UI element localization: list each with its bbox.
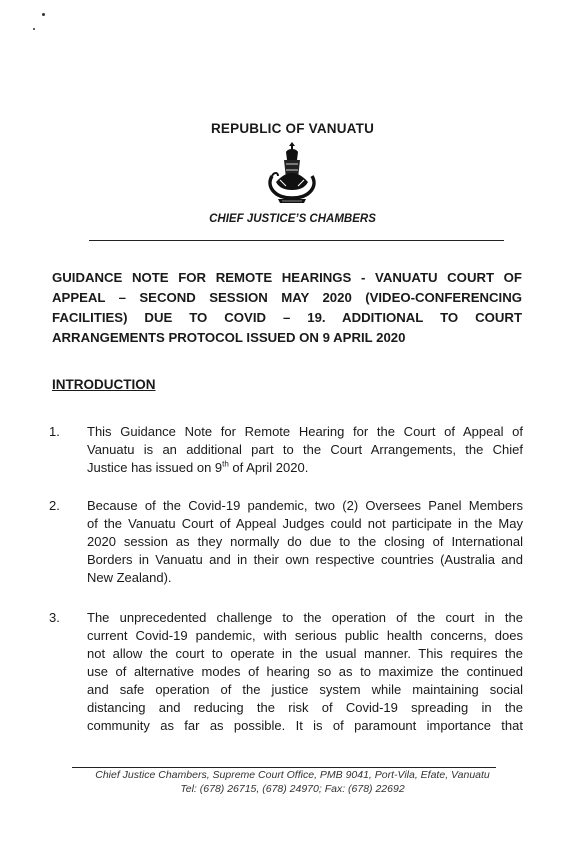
paragraph-line: use of alternative modes of hearing so as to maximize the continued: [87, 664, 523, 679]
title-line: APPEAL – SECOND SESSION MAY 2020 (VIDEO-CONFERENCING: [52, 290, 522, 305]
section-heading: INTRODUCTION: [52, 377, 156, 392]
coat-of-arms-emblem: [264, 142, 320, 204]
title-line: ARRANGEMENTS PROTOCOL ISSUED ON 9 APRIL 2020: [52, 330, 406, 345]
paragraph-line: New Zealand).: [87, 570, 172, 585]
paragraph-line: Vanuatu is an additional part to the Court Arrangements, the Chief: [87, 442, 523, 457]
ordinal-suffix: th: [222, 459, 229, 469]
footer-contact: Tel: (678) 26715, (678) 24970; Fax: (678) 22692: [180, 783, 405, 795]
paragraph-line: distancing and reducing the risk of Covid-19 spreading in the: [87, 700, 523, 715]
paragraph-body: [87, 609, 523, 735]
scan-speck: [33, 28, 35, 30]
header-divider: [89, 240, 504, 241]
letterhead-office: CHIEF JUSTICE’S CHAMBERS: [209, 213, 376, 225]
letterhead-country: REPUBLIC OF VANUATU: [210, 121, 375, 136]
title-line: GUIDANCE NOTE FOR REMOTE HEARINGS - VANUATU COURT OF: [52, 270, 522, 285]
paragraph-line: 2020 session as they normally do due to the closing of International: [87, 534, 523, 549]
title-line: FACILITIES) DUE TO COVID – 19. ADDITIONAL TO COURT: [52, 310, 522, 325]
paragraph-line: Borders in Vanuatu and in their own respective countries (Australia and: [87, 552, 523, 567]
paragraph-line: Because of the Covid-19 pandemic, two (2) Oversees Panel Members: [87, 498, 523, 513]
footer-address: Chief Justice Chambers, Supreme Court Office, PMB 9041, Port-Vila, Efate, Vanuatu: [95, 769, 490, 781]
paragraph-number: 1.: [49, 424, 60, 439]
paragraph-line: community as far as possible. It is of paramount importance that: [87, 718, 523, 733]
scan-speck: [42, 13, 45, 16]
paragraph-line: not allow the court to operate in the usual manner. This requires the: [87, 646, 523, 661]
paragraph-line: [87, 459, 523, 477]
paragraph-number: 3.: [49, 610, 60, 625]
line-text: Justice has issued on 9: [87, 460, 223, 475]
document-title: [52, 268, 522, 348]
line-text: of April 2020.: [228, 460, 309, 475]
paragraph-line: This Guidance Note for Remote Hearing for the Court of Appeal of: [87, 424, 523, 439]
paragraph-line: and safe operation of the justice system while maintaining social: [87, 682, 523, 697]
paragraph-line: of the Vanuatu Court of Appeal Judges could not participate in the May: [87, 516, 523, 531]
paragraph-body: [87, 497, 523, 587]
paragraph-number: 2.: [49, 498, 60, 513]
paragraph-body: [87, 423, 523, 477]
paragraph-line: current Covid-19 pandemic, with serious public health concerns, does: [87, 628, 523, 643]
paragraph-line: The unprecedented challenge to the operation of the court in the: [87, 610, 523, 625]
